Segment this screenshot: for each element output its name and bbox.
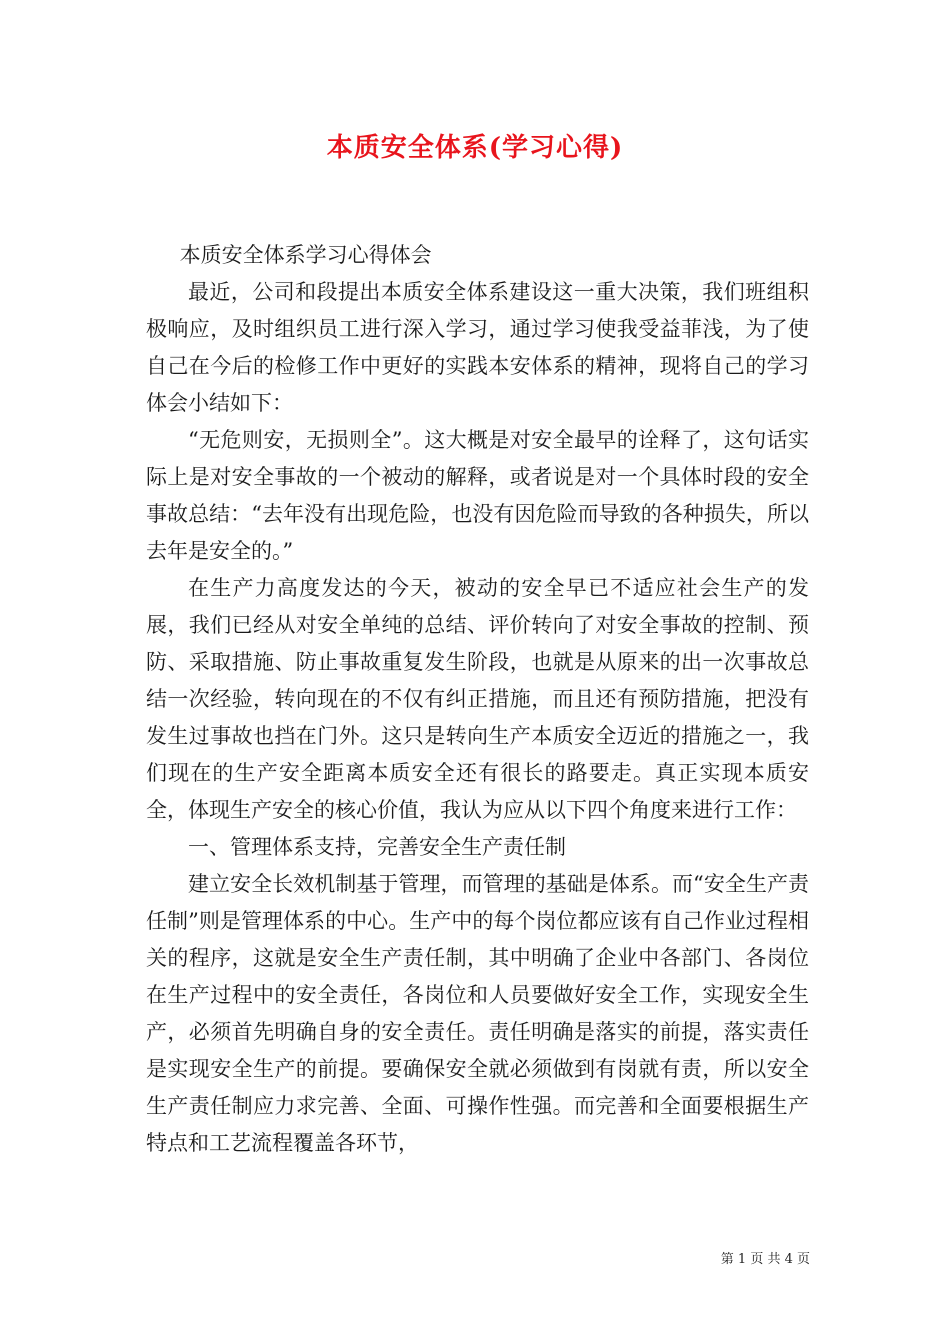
subtitle-paragraph: 本质安全体系学习心得体会 bbox=[179, 243, 432, 267]
document-title: 本质安全体系(学习心得) bbox=[326, 133, 624, 163]
page-number: 第 1 页 共 4 页 bbox=[720, 1252, 810, 1267]
body-paragraph-2: “无危则安，无损则全”。这大概是对安全最早的诠释了，这句话实际上是对安全事故的一个被动的解释，或者说是对一个具体时段的安全事故总结：“去年没有出现危险，也没有因危险而导致的各种损失，所以去年是安全的。” bbox=[146, 428, 809, 563]
section-heading-1: 一、管理体系支持，完善安全生产责任制 bbox=[188, 835, 566, 859]
body-paragraph-4: 建立安全长效机制基于管理，而管理的基础是体系。而“安全生产责任制”则是管理体系的中心。生产中的每个岗位都应该有自己作业过程相关的程序，这就是安全生产责任制，其中明确了企业中各部门、各岗位在生产过程中的安全责任，各岗位和人员要做好安全工作，实现安全生产，必须首先明确自身的安全责任。责任明确是落实的前提，落实责任是实现安全生产的前提。要确保安全就必须做到有岗就有责，所以安全生产责任制应力求完善、全面、可操作性强。而完善和全面要根据生产特点和工艺流程覆盖各环节， bbox=[146, 872, 809, 1155]
document-body bbox=[146, 237, 809, 1162]
body-paragraph-1: 最近，公司和段提出本质安全体系建设这一重大决策，我们班组积极响应，及时组织员工进行深入学习，通过学习使我受益菲浅，为了使自己在今后的检修工作中更好的实践本安体系的精神，现将自己的学习体会小结如下： bbox=[146, 280, 809, 415]
body-paragraph-3: 在生产力高度发达的今天，被动的安全早已不适应社会生产的发展，我们已经从对安全单纯的总结、评价转向了对安全事故的控制、预防、采取措施、防止事故重复发生阶段，也就是从原来的出一次事故总结一次经验，转向现在的不仅有纠正措施，而且还有预防措施，把没有发生过事故也挡在门外。这只是转向生产本质安全迈近的措施之一，我们现在的生产安全距离本质安全还有很长的路要走。真正实现本质安全，体现生产安全的核心价值，我认为应从以下四个角度来进行工作： bbox=[146, 576, 809, 822]
